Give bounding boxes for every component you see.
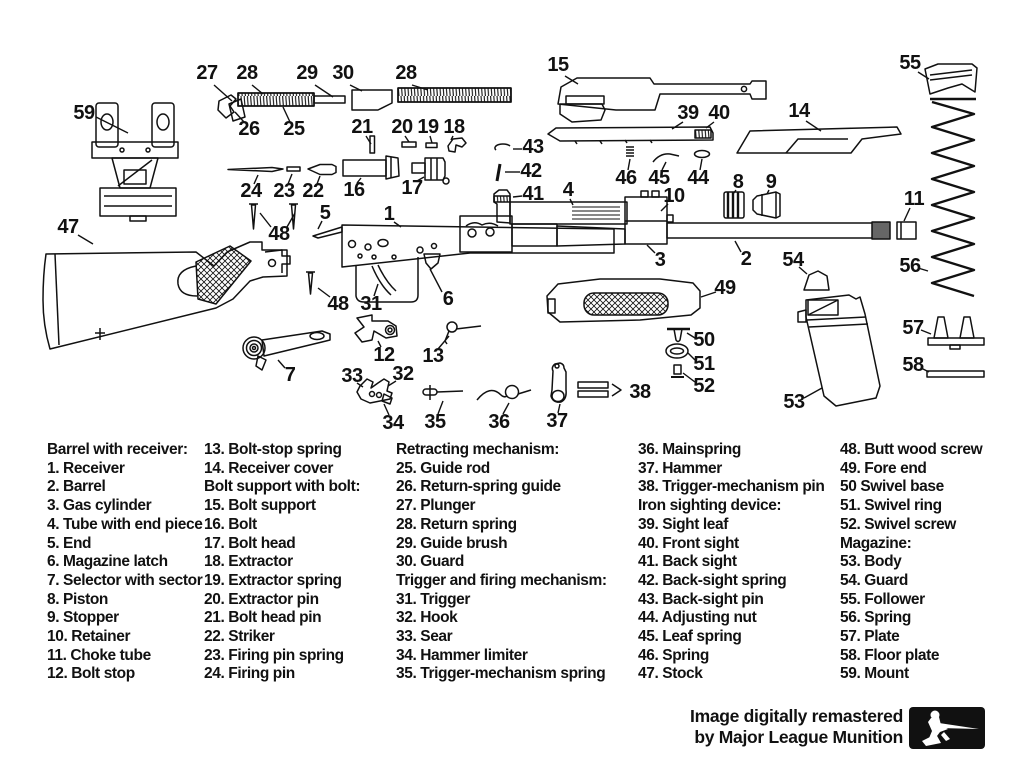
callout-12: 12 [373, 344, 395, 366]
part-follower-55 [925, 64, 977, 94]
part-magazine-body-53 [798, 295, 880, 406]
callout-58: 58 [902, 354, 924, 376]
legend-item: 27. Plunger [396, 497, 476, 515]
legend-item: 51. Swivel ring [840, 497, 942, 515]
legend-item: 34. Hammer limiter [396, 646, 528, 664]
legend-item: 13. Bolt-stop spring [204, 441, 342, 458]
legend-item: Barrel with receiver: [47, 441, 188, 458]
legend-item: 49. Fore end [840, 459, 927, 477]
callout-25: 25 [283, 118, 305, 140]
callout-37: 37 [546, 410, 568, 432]
callout-3: 3 [654, 249, 666, 271]
callout-31: 31 [360, 293, 382, 315]
part-bolt-support-15 [558, 78, 766, 122]
callout-22: 22 [302, 180, 324, 202]
legend-item: 26. Return-spring guide [396, 478, 561, 496]
callout-49: 49 [714, 277, 736, 299]
legend-item: Bolt support with bolt: [204, 478, 361, 496]
callout-28: 28 [236, 62, 258, 84]
legend-item: 17. Bolt head [204, 534, 296, 552]
legend-item: 57. Plate [840, 628, 900, 646]
part-trigger-pins-38 [578, 382, 621, 397]
part-receiver-cover-14 [737, 127, 901, 153]
callout-32: 32 [392, 363, 414, 385]
watermark-line-2: by Major League Munition [694, 727, 903, 747]
callout-8: 8 [732, 171, 744, 193]
callout-52: 52 [693, 375, 715, 397]
legend-item: 25. Guide rod [396, 459, 490, 477]
legend-item: 47. Stock [638, 665, 703, 683]
legend-item: 36. Mainspring [638, 441, 741, 458]
legend-item: 55. Follower [840, 590, 925, 608]
callout-38: 38 [629, 381, 651, 403]
callout-9: 9 [765, 171, 777, 193]
legend-item: 46. Spring [638, 646, 709, 664]
callout-labels [57, 52, 931, 434]
callout-40: 40 [708, 102, 730, 124]
part-plate-57 [928, 317, 984, 349]
watermark-line-1: Image digitally remastered [690, 706, 903, 726]
callout-leader-line [804, 388, 822, 398]
legend-item: 32. Hook [396, 609, 458, 627]
legend-item: Magazine: [840, 534, 912, 552]
part-bolt-16 [343, 156, 399, 179]
legend-item: 18. Extractor [204, 553, 293, 571]
callout-leader-line [513, 196, 522, 197]
legend-item: 7. Selector with sector [47, 571, 203, 589]
callout-21: 21 [351, 116, 373, 138]
callout-42: 42 [520, 160, 542, 182]
callout-17: 17 [401, 177, 423, 199]
legend-item: 42. Back-sight spring [638, 571, 787, 589]
callout-57: 57 [902, 317, 924, 339]
callout-45: 45 [648, 167, 670, 189]
part-hammer-37 [551, 363, 566, 402]
callout-10: 10 [663, 185, 685, 207]
part-sight-leaf-39 [548, 127, 713, 144]
callout-54: 54 [782, 249, 804, 271]
callout-leader-line [315, 85, 333, 97]
legend-item: 39. Sight leaf [638, 515, 729, 533]
callout-29: 29 [296, 62, 318, 84]
callout-30: 30 [332, 62, 354, 84]
callout-48: 48 [327, 293, 349, 315]
callout-51: 51 [693, 353, 715, 375]
callout-11: 11 [903, 188, 925, 210]
legend-item: 37. Hammer [638, 459, 722, 477]
legend-item: 33. Sear [396, 628, 453, 646]
callout-15: 15 [547, 54, 569, 76]
legend-item: 58. Floor plate [840, 646, 940, 664]
legend-item: 52. Swivel screw [840, 515, 956, 533]
legend-item: 28. Return spring [396, 515, 517, 533]
legend-item: 45. Leaf spring [638, 628, 742, 646]
callout-50: 50 [693, 329, 715, 351]
legend-column-2 [204, 441, 360, 684]
callout-36: 36 [488, 411, 510, 433]
callout-2: 2 [740, 248, 752, 270]
legend-item: 24. Firing pin [204, 665, 295, 683]
legend-item: 14. Receiver cover [204, 459, 333, 477]
callout-59: 59 [73, 102, 95, 124]
callout-46: 46 [615, 167, 637, 189]
legend-item: 2. Barrel [47, 478, 106, 496]
legend-item: 54. Guard [840, 571, 908, 589]
legend-item: 41. Back sight [638, 553, 737, 571]
callout-6: 6 [442, 288, 454, 310]
callout-47: 47 [57, 216, 79, 238]
part-magazine-spring-56 [930, 99, 976, 296]
callout-48: 48 [268, 223, 290, 245]
callout-43: 43 [522, 136, 544, 158]
part-guide-rod-assembly [218, 93, 345, 121]
callout-55: 55 [899, 52, 921, 74]
legend-column-1 [47, 441, 202, 684]
callout-33: 33 [341, 365, 363, 387]
part-floor-plate-58 [927, 371, 984, 377]
part-stock-47 [43, 242, 290, 349]
part-piston-8 [724, 192, 744, 218]
part-stopper-9 [753, 192, 780, 218]
callout-27: 27 [196, 62, 218, 84]
legend-item: 10. Retainer [47, 628, 131, 646]
part-guard-30 [352, 90, 392, 110]
legend-item: 30. Guard [396, 553, 464, 571]
legend-item: 44. Adjusting nut [638, 609, 757, 627]
part-butt-screws-48 [249, 204, 315, 294]
legend-column-5 [840, 441, 982, 684]
callout-26: 26 [238, 118, 260, 140]
legend-item: 16. Bolt [204, 515, 257, 533]
part-trigger-spring-35 [423, 385, 463, 400]
callout-7: 7 [284, 364, 296, 386]
munition-logo [908, 706, 986, 750]
callout-23: 23 [273, 180, 295, 202]
legend-item: Retracting mechanism: [396, 441, 560, 458]
legend-item: Trigger and firing mechanism: [396, 571, 607, 589]
legend-item: 29. Guide brush [396, 534, 508, 552]
part-receiver-1 [313, 225, 614, 302]
callout-1: 1 [383, 203, 395, 225]
part-fore-end-49 [547, 279, 700, 322]
callout-35: 35 [424, 411, 446, 433]
legend-item: Iron sighting device: [638, 497, 782, 515]
callout-5: 5 [319, 202, 331, 224]
parts-legend [0, 440, 1024, 690]
callout-44: 44 [687, 167, 709, 189]
legend-item: 19. Extractor spring [204, 571, 342, 589]
legend-column-3 [396, 441, 607, 684]
callout-14: 14 [788, 100, 810, 122]
legend-item: 5. End [47, 534, 92, 552]
part-bolt-stop-spring-13 [445, 322, 481, 344]
legend-item: 48. Butt wood screw [840, 441, 983, 458]
callout-16: 16 [343, 179, 365, 201]
callout-39: 39 [677, 102, 699, 124]
callout-24: 24 [240, 180, 262, 202]
part-guard-54 [804, 271, 829, 290]
part-firing-pin-group [228, 165, 336, 175]
callout-18: 18 [443, 116, 465, 138]
callout-4: 4 [562, 179, 574, 201]
legend-item: 59. Mount [840, 665, 909, 683]
callout-leader-line [430, 269, 442, 292]
callout-13: 13 [422, 345, 444, 367]
legend-item: 35. Trigger-mechanism spring [396, 665, 606, 683]
callout-20: 20 [391, 116, 413, 138]
watermark-text [690, 706, 903, 748]
legend-item: 15. Bolt support [204, 497, 316, 515]
legend-item: 4. Tube with end piece [47, 515, 203, 533]
legend-item: 53. Body [840, 553, 902, 571]
legend-item: 43. Back-sight pin [638, 590, 764, 608]
callout-56: 56 [899, 255, 921, 277]
legend-item: 38. Trigger-mechanism pin [638, 478, 825, 496]
legend-item: 6. Magazine latch [47, 553, 168, 571]
legend-item: 31. Trigger [396, 590, 470, 608]
part-swivel-group [666, 329, 690, 377]
legend-item: 11. Choke tube [47, 646, 151, 664]
legend-item: 40. Front sight [638, 534, 739, 552]
callout-53: 53 [783, 391, 805, 413]
legend-column-4 [638, 441, 824, 684]
legend-item: 3. Gas cylinder [47, 497, 152, 515]
legend-item: 1. Receiver [47, 459, 125, 477]
legend-item: 21. Bolt head pin [204, 609, 322, 627]
legend-item: 9. Stopper [47, 609, 119, 627]
callout-leader-line [78, 235, 93, 244]
legend-item: 8. Piston [47, 590, 108, 608]
callout-41: 41 [522, 183, 544, 205]
callout-28: 28 [395, 62, 417, 84]
part-bolt-stop-12 [355, 315, 397, 342]
legend-item: 22. Striker [204, 628, 275, 646]
part-mainspring-36 [477, 386, 531, 401]
legend-item: 23. Firing pin spring [204, 646, 344, 664]
callout-19: 19 [417, 116, 439, 138]
part-return-spring-28 [398, 88, 511, 102]
callout-34: 34 [382, 412, 404, 434]
legend-item: 12. Bolt stop [47, 665, 135, 683]
legend-item: 56. Spring [840, 609, 911, 627]
legend-item: 50 Swivel base [840, 478, 944, 496]
legend-item: 20. Extractor pin [204, 590, 319, 608]
